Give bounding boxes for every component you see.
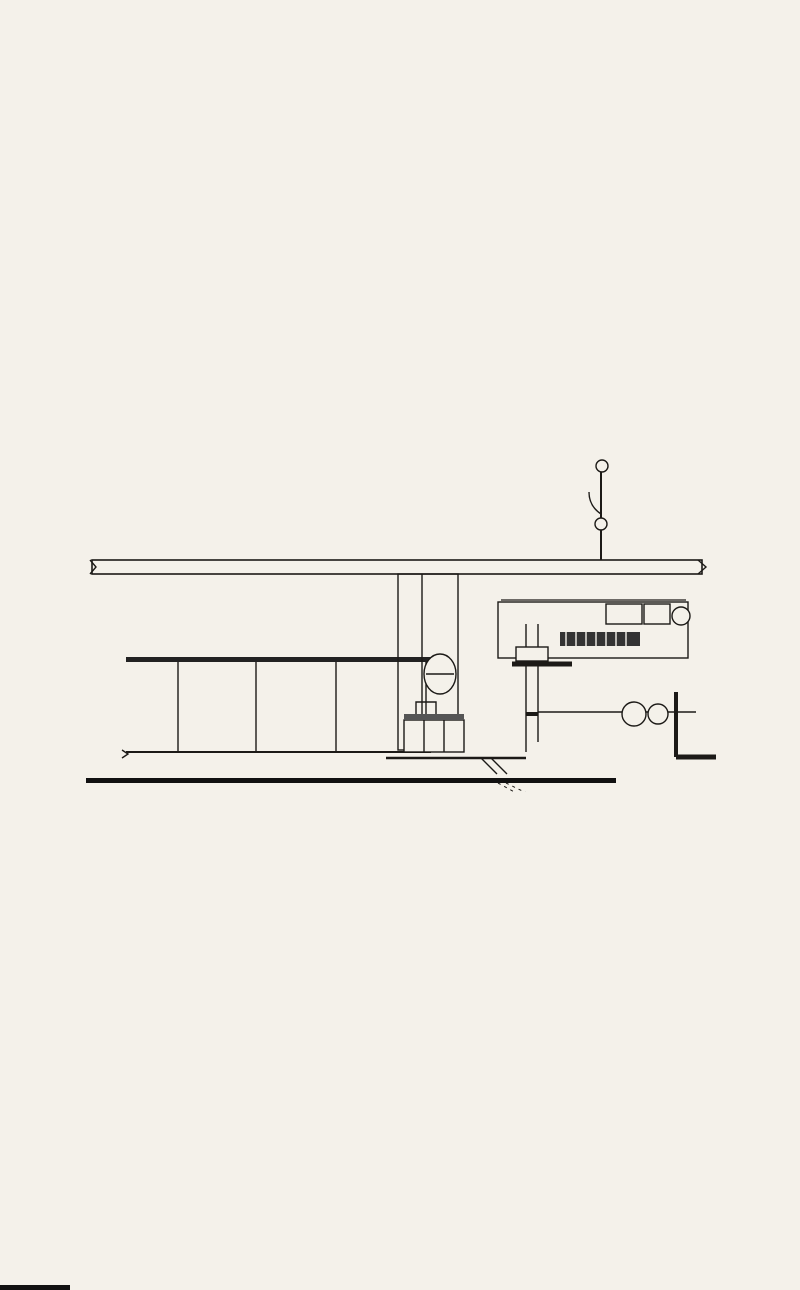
steam-trap-m [404, 720, 464, 752]
ball-b [622, 702, 646, 726]
return-box-outline [178, 662, 426, 752]
device-d [644, 604, 670, 624]
battery-e [560, 632, 640, 646]
cellar-floor [86, 778, 616, 783]
sewer-drop-n [481, 758, 507, 774]
valve-body [516, 647, 548, 661]
thermostat-wire [589, 492, 601, 514]
sewer-dash-1 [506, 783, 606, 792]
ball-b2 [648, 704, 668, 724]
scan-edge-mark [0, 1285, 70, 1290]
device-c [606, 604, 642, 624]
thermostat [596, 460, 608, 472]
thermostat-dial [595, 518, 607, 530]
motor-d [672, 607, 690, 625]
heating-plant-figure [86, 452, 716, 792]
trap-cap [404, 714, 464, 720]
sewer-dash-2 [498, 783, 591, 792]
steam-main-pipe [92, 560, 702, 574]
heating-plant-diagram [86, 452, 716, 792]
